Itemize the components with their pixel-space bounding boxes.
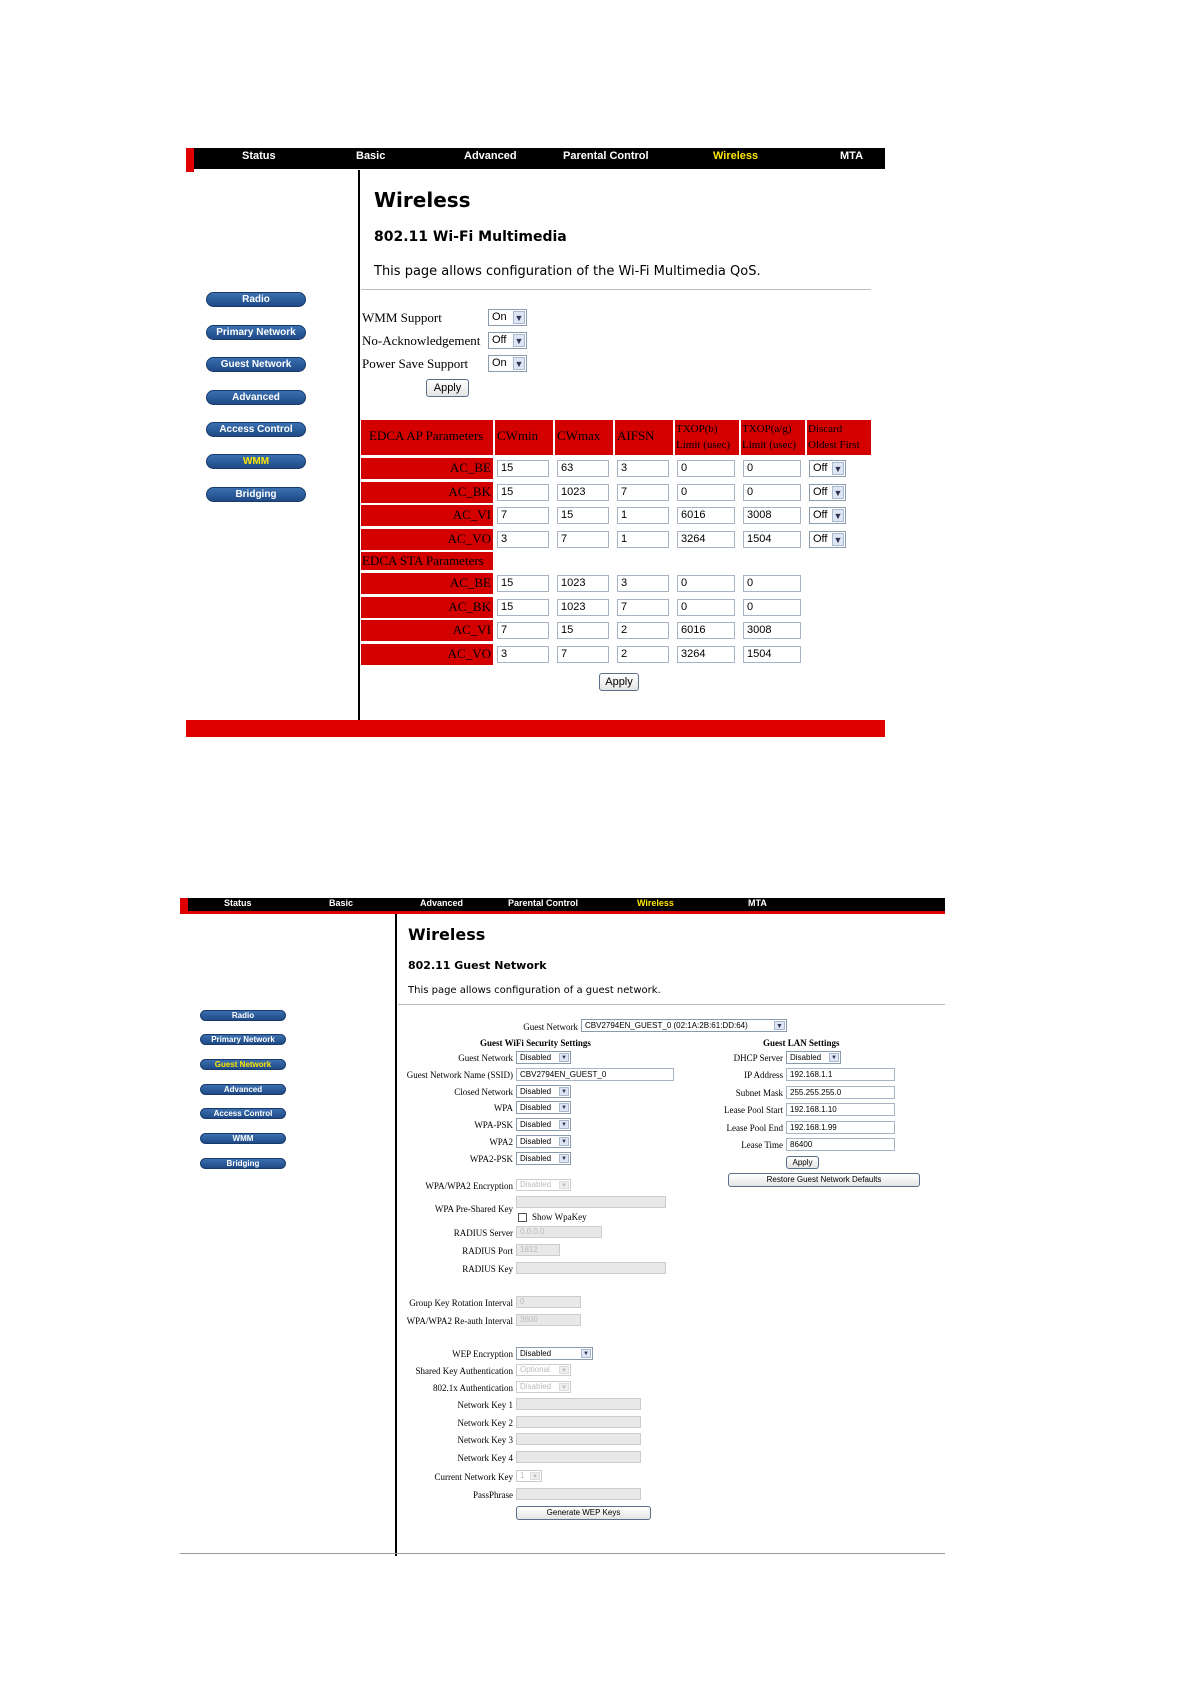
guest-network-selector[interactable] — [581, 1019, 787, 1032]
page-subtitle: 802.11 Wi-Fi Multimedia — [374, 229, 567, 245]
apply-button[interactable]: Apply — [426, 379, 469, 397]
sta-cwmax-input[interactable]: 7 — [557, 646, 609, 663]
sidebar-item-primary-network[interactable]: Primary Network — [200, 1034, 286, 1045]
dot1x-auth-select[interactable] — [516, 1381, 571, 1393]
lan-apply-button[interactable]: Apply — [786, 1156, 819, 1169]
ap-aifsn-input[interactable]: 1 — [617, 507, 669, 524]
lan-field-label: Lease Pool Start — [724, 1105, 783, 1116]
ap-header-txop-b-text: TXOP(b) Limit (usec) — [676, 423, 731, 451]
power-save-value: On — [492, 357, 507, 369]
ap-txop_ag-input[interactable]: 0 — [743, 484, 801, 501]
ap-cwmin-input[interactable]: 7 — [497, 507, 549, 524]
chevron-down-icon: ▼ — [581, 1349, 591, 1358]
ap-header-discard — [807, 420, 871, 455]
ap-header-discard-text: Discard Oldest First — [808, 423, 860, 451]
guest-panel — [180, 898, 945, 1556]
network-key-input[interactable] — [516, 1433, 641, 1445]
sidebar-item-radio[interactable]: Radio — [200, 1010, 286, 1021]
shared-key-auth-select[interactable] — [516, 1364, 571, 1376]
chevron-down-icon: ▼ — [833, 511, 843, 521]
chevron-down-icon: ▼ — [559, 1120, 569, 1129]
sta-aifsn-input[interactable]: 2 — [617, 622, 669, 639]
dhcp-server-select-value: Disabled — [790, 1053, 822, 1062]
security-field-select-value: Disabled — [520, 1103, 552, 1113]
chevron-down-icon: ▼ — [559, 1087, 569, 1096]
wpa-psk-label: WPA Pre-Shared Key — [434, 1204, 513, 1214]
page-title: Wireless — [374, 188, 471, 212]
divider — [395, 914, 397, 1556]
ap-cwmin-input[interactable]: 15 — [497, 484, 549, 501]
top-nav-guest — [180, 898, 945, 911]
nav-underline — [186, 169, 194, 172]
security-field-select-value: Disabled — [520, 1120, 552, 1130]
lan-field-input[interactable]: 86400 — [786, 1138, 895, 1151]
nav-status[interactable]: Status — [224, 898, 252, 908]
nav-wireless[interactable]: Wireless — [713, 150, 759, 162]
sta-cwmax-input[interactable]: 1023 — [557, 599, 609, 616]
header-divider — [361, 289, 871, 290]
wpa-psk-input[interactable] — [516, 1196, 666, 1208]
ap-discard-select[interactable] — [809, 460, 846, 477]
page-description: This page allows configuration of a guest network. — [408, 985, 661, 996]
security-heading: Guest WiFi Security Settings — [480, 1038, 591, 1048]
ap-cwmax-input[interactable]: 63 — [557, 460, 609, 477]
reauth-input[interactable]: 3600 — [516, 1314, 581, 1326]
security-field-select[interactable] — [516, 1101, 571, 1114]
security-field-select-value: Disabled — [520, 1086, 552, 1096]
chevron-down-icon: ▼ — [559, 1053, 569, 1062]
wmm-support-value: On — [492, 311, 507, 323]
radius-server-input[interactable]: 0.0.0.0 — [516, 1226, 602, 1238]
current-key-select[interactable] — [516, 1470, 542, 1482]
nav-mta[interactable]: MTA — [840, 150, 864, 162]
sta-aifsn-input[interactable]: 2 — [617, 646, 669, 663]
reauth-label: WPA/WPA2 Re-auth Interval — [406, 1316, 513, 1326]
header-divider — [398, 1004, 945, 1005]
sta-txop_ag-input[interactable]: 0 — [743, 599, 801, 616]
ap-discard-select-value: Off — [813, 532, 828, 545]
page-subtitle: 802.11 Guest Network — [408, 959, 547, 972]
sidebar-item-bridging[interactable]: Bridging — [206, 487, 306, 502]
power-save-select[interactable] — [488, 355, 527, 372]
wpa-encryption-label: WPA/WPA2 Encryption — [425, 1181, 513, 1191]
security-field-select-value: Disabled — [520, 1137, 552, 1146]
no-ack-label: No-Acknowledgement — [362, 333, 481, 348]
ap-cwmin-input[interactable]: 3 — [497, 531, 549, 548]
radius-key-input[interactable] — [516, 1262, 666, 1274]
wep-encryption-select[interactable] — [516, 1347, 593, 1360]
network-key-label: Network Key 1 — [457, 1400, 513, 1410]
sta-aifsn-input[interactable]: 7 — [617, 599, 669, 616]
nav-parental-control[interactable]: Parental Control — [508, 898, 579, 908]
bottom-line — [180, 1553, 945, 1554]
show-wpakey-checkbox[interactable] — [518, 1213, 527, 1222]
security-field-select-value: Disabled — [520, 1153, 552, 1163]
wpa-encryption-select[interactable] — [516, 1179, 571, 1191]
sta-cwmax-input[interactable]: 15 — [557, 622, 609, 639]
ap-header-aifsn: AIFSN — [615, 420, 673, 455]
sta-cwmin-input[interactable]: 3 — [497, 646, 549, 663]
sidebar-item-advanced[interactable]: Advanced — [200, 1084, 286, 1095]
lan-field-input[interactable]: 192.168.1.10 — [786, 1103, 895, 1116]
group-key-label: Group Key Rotation Interval — [409, 1298, 513, 1308]
ap-cwmax-input[interactable]: 15 — [557, 507, 609, 524]
lan-field-label: Subnet Mask — [735, 1087, 783, 1098]
security-field-select[interactable] — [516, 1135, 571, 1148]
top-nav-wmm — [186, 148, 885, 169]
nav-underline — [180, 911, 945, 914]
ap-discard-select-value: Off — [813, 509, 828, 521]
ap-header-name: EDCA AP Parameters — [361, 420, 493, 455]
ap-txop_b-input[interactable]: 0 — [677, 484, 735, 501]
chevron-down-icon: ▼ — [559, 1103, 569, 1112]
page-title: Wireless — [408, 925, 486, 944]
sidebar-item-guest-network[interactable]: Guest Network — [206, 357, 306, 372]
ap-header-txop-ag — [741, 420, 805, 455]
ap-aifsn-input[interactable]: 7 — [617, 484, 669, 501]
passphrase-label: PassPhrase — [473, 1490, 513, 1500]
dhcp-server-select[interactable] — [786, 1051, 841, 1064]
nav-mta[interactable]: MTA — [748, 898, 767, 908]
security-field-label: Guest Network Name (SSID) — [406, 1069, 513, 1080]
divider — [358, 170, 360, 720]
ap-txop_b-input[interactable]: 6016 — [677, 507, 735, 524]
ap-discard-select-value: Off — [813, 485, 828, 498]
network-key-label: Network Key 2 — [457, 1417, 513, 1428]
page-description: This page allows configuration of the Wi-Fi Multimedia QoS. — [374, 264, 761, 279]
nav-parental-control[interactable]: Parental Control — [563, 150, 649, 162]
dot1x-auth-label: 802.1x Authentication — [433, 1383, 513, 1393]
nav-status[interactable]: Status — [242, 150, 276, 162]
ap-header-cwmax: CWmax — [555, 420, 613, 455]
radius-port-input[interactable]: 1812 — [516, 1244, 560, 1256]
lan-field-input[interactable]: 192.168.1.99 — [786, 1121, 895, 1134]
sta-txop_b-input[interactable]: 3264 — [677, 646, 735, 663]
sta-cwmax-input[interactable]: 1023 — [557, 575, 609, 592]
ap-txop_b-input[interactable]: 3264 — [677, 531, 735, 548]
lan-field-label: Lease Pool End — [726, 1122, 783, 1133]
ap-header-txop-b — [675, 420, 739, 455]
security-field-select[interactable] — [516, 1051, 571, 1064]
nav-basic[interactable]: Basic — [329, 898, 354, 908]
wep-encryption-label: WEP Encryption — [452, 1349, 513, 1359]
current-key-value: 1 — [520, 1471, 525, 1480]
chevron-down-icon: ▼ — [774, 1021, 785, 1030]
sta-row-label: AC_VI — [361, 620, 493, 641]
lan-heading: Guest LAN Settings — [763, 1038, 840, 1048]
ap-discard-select[interactable] — [809, 507, 846, 524]
sidebar-item-primary-network[interactable]: Primary Network — [206, 325, 306, 340]
sidebar-item-bridging[interactable]: Bridging — [200, 1158, 286, 1169]
sta-row-label: AC_BE — [361, 573, 493, 594]
ap-row-label: AC_VO — [361, 529, 493, 550]
no-ack-select[interactable] — [488, 332, 527, 349]
passphrase-input[interactable] — [516, 1488, 641, 1500]
radius-key-label: RADIUS Key — [462, 1264, 513, 1274]
chevron-down-icon: ▼ — [559, 1181, 569, 1189]
wpa-encryption-value: Disabled — [520, 1180, 552, 1189]
chevron-down-icon: ▼ — [559, 1154, 569, 1163]
sta-txop_b-input[interactable]: 0 — [677, 599, 735, 616]
network-key-input[interactable] — [516, 1451, 641, 1463]
sta-txop_ag-input[interactable]: 1504 — [743, 646, 801, 663]
generate-wep-keys-button[interactable]: Generate WEP Keys — [516, 1506, 651, 1520]
security-field-label: WPA — [493, 1103, 513, 1114]
security-field-select[interactable] — [516, 1152, 571, 1165]
lan-field-label: DHCP Server — [733, 1053, 783, 1063]
footer-bar — [186, 720, 885, 737]
ap-row-label: AC_BE — [361, 458, 493, 479]
security-field-label: WPA-PSK — [474, 1120, 513, 1131]
chevron-down-icon: ▼ — [833, 534, 843, 545]
wmm-support-select[interactable] — [488, 309, 527, 326]
chevron-down-icon: ▼ — [514, 313, 524, 323]
sta-txop_ag-input[interactable]: 3008 — [743, 622, 801, 639]
chevron-down-icon: ▼ — [514, 336, 524, 346]
ap-txop_ag-input[interactable]: 3008 — [743, 507, 801, 524]
radius-server-label: RADIUS Server — [453, 1228, 513, 1238]
shared-key-auth-label: Shared Key Authentication — [415, 1366, 513, 1376]
ap-header-cwmin: CWmin — [495, 420, 553, 455]
sta-aifsn-input[interactable]: 3 — [617, 575, 669, 592]
ap-discard-select[interactable] — [809, 484, 846, 501]
ap-aifsn-input[interactable]: 3 — [617, 460, 669, 477]
sta-txop_ag-input[interactable]: 0 — [743, 575, 801, 592]
nav-basic[interactable]: Basic — [356, 150, 386, 162]
group-key-input[interactable]: 0 — [516, 1296, 581, 1308]
ap-cwmax-input[interactable]: 7 — [557, 531, 609, 548]
lan-field-input[interactable]: 192.168.1.1 — [786, 1068, 895, 1081]
ap-row-label: AC_VI — [361, 505, 493, 526]
security-field-select[interactable] — [516, 1118, 571, 1131]
sta-row-label: AC_VO — [361, 644, 493, 665]
ap-cwmin-input[interactable]: 15 — [497, 460, 549, 477]
security-field-select-value: Disabled — [520, 1053, 552, 1062]
lan-field-label: IP Address — [744, 1070, 783, 1081]
wep-encryption-value: Disabled — [520, 1349, 552, 1358]
ap-cwmax-input[interactable]: 1023 — [557, 484, 609, 501]
chevron-down-icon: ▼ — [829, 1053, 839, 1062]
ap-txop_ag-input[interactable]: 1504 — [743, 531, 801, 548]
security-field-label: Guest Network — [458, 1053, 513, 1063]
lan-field-input[interactable]: 255.255.255.0 — [786, 1086, 895, 1099]
wmm-panel — [186, 148, 885, 737]
security-field-select[interactable] — [516, 1085, 571, 1098]
sidebar-item-guest-network[interactable]: Guest Network — [200, 1059, 286, 1070]
no-ack-value: Off — [492, 334, 507, 346]
sidebar-item-wmm[interactable]: WMM — [206, 454, 306, 469]
lan-field-label: Lease Time — [741, 1140, 783, 1150]
network-key-label: Network Key 4 — [457, 1452, 513, 1463]
apply-button-2[interactable]: Apply — [599, 673, 639, 691]
sta-txop_b-input[interactable]: 0 — [677, 575, 735, 592]
security-field-label: WPA2 — [489, 1137, 513, 1147]
dot1x-auth-value: Disabled — [520, 1382, 552, 1391]
ap-row-label: AC_BK — [361, 482, 493, 503]
chevron-down-icon: ▼ — [559, 1366, 569, 1374]
ap-header-txop-ag-text: TXOP(a/g) Limit (usec) — [742, 423, 797, 451]
radius-port-label: RADIUS Port — [462, 1246, 513, 1256]
chevron-down-icon: ▼ — [833, 464, 843, 474]
chevron-down-icon: ▼ — [559, 1137, 569, 1146]
chevron-down-icon: ▼ — [514, 359, 524, 369]
ap-discard-select-value: Off — [813, 462, 828, 474]
current-key-label: Current Network Key — [434, 1472, 513, 1482]
guest-network-selector-label: Guest Network — [523, 1022, 578, 1032]
sta-cwmin-input[interactable]: 7 — [497, 622, 549, 639]
chevron-down-icon: ▼ — [833, 487, 843, 498]
ap-discard-select[interactable] — [809, 531, 846, 548]
sta-cwmin-input[interactable]: 15 — [497, 599, 549, 616]
network-key-label: Network Key 3 — [457, 1435, 513, 1445]
sta-row-label: AC_BK — [361, 597, 493, 618]
ssid-input[interactable]: CBV2794EN_GUEST_0 — [516, 1068, 674, 1081]
shared-key-auth-value: Optional — [520, 1365, 550, 1374]
sidebar-item-wmm[interactable]: WMM — [200, 1133, 286, 1144]
nav-advanced[interactable]: Advanced — [420, 898, 464, 908]
power-save-label: Power Save Support — [362, 356, 469, 371]
guest-network-selector-value: CBV2794EN_GUEST_0 (02:1A:2B:61:DD:64) — [585, 1021, 748, 1030]
sta-header: EDCA STA Parameters — [361, 552, 493, 570]
network-key-input[interactable] — [516, 1416, 641, 1428]
chevron-down-icon: ▼ — [559, 1383, 569, 1391]
nav-wireless[interactable]: Wireless — [637, 898, 674, 908]
nav-advanced[interactable]: Advanced — [464, 150, 517, 162]
ap-txop_ag-input[interactable]: 0 — [743, 460, 801, 477]
sidebar-item-access-control[interactable]: Access Control — [206, 422, 306, 437]
wmm-support-label: WMM Support — [362, 310, 442, 325]
security-field-label: Closed Network — [454, 1086, 513, 1097]
ap-txop_b-input[interactable]: 0 — [677, 460, 735, 477]
sidebar-item-access-control[interactable]: Access Control — [200, 1108, 286, 1119]
chevron-down-icon: ▼ — [530, 1472, 540, 1480]
sta-cwmin-input[interactable]: 15 — [497, 575, 549, 592]
sidebar-item-radio[interactable]: Radio — [206, 292, 306, 307]
network-key-input[interactable] — [516, 1398, 641, 1410]
restore-defaults-button[interactable]: Restore Guest Network Defaults — [728, 1173, 920, 1187]
sta-txop_b-input[interactable]: 6016 — [677, 622, 735, 639]
sidebar-item-advanced[interactable]: Advanced — [206, 390, 306, 405]
security-field-label: WPA2-PSK — [469, 1153, 513, 1164]
ap-aifsn-input[interactable]: 1 — [617, 531, 669, 548]
show-wpakey-label: Show WpaKey — [532, 1212, 587, 1222]
